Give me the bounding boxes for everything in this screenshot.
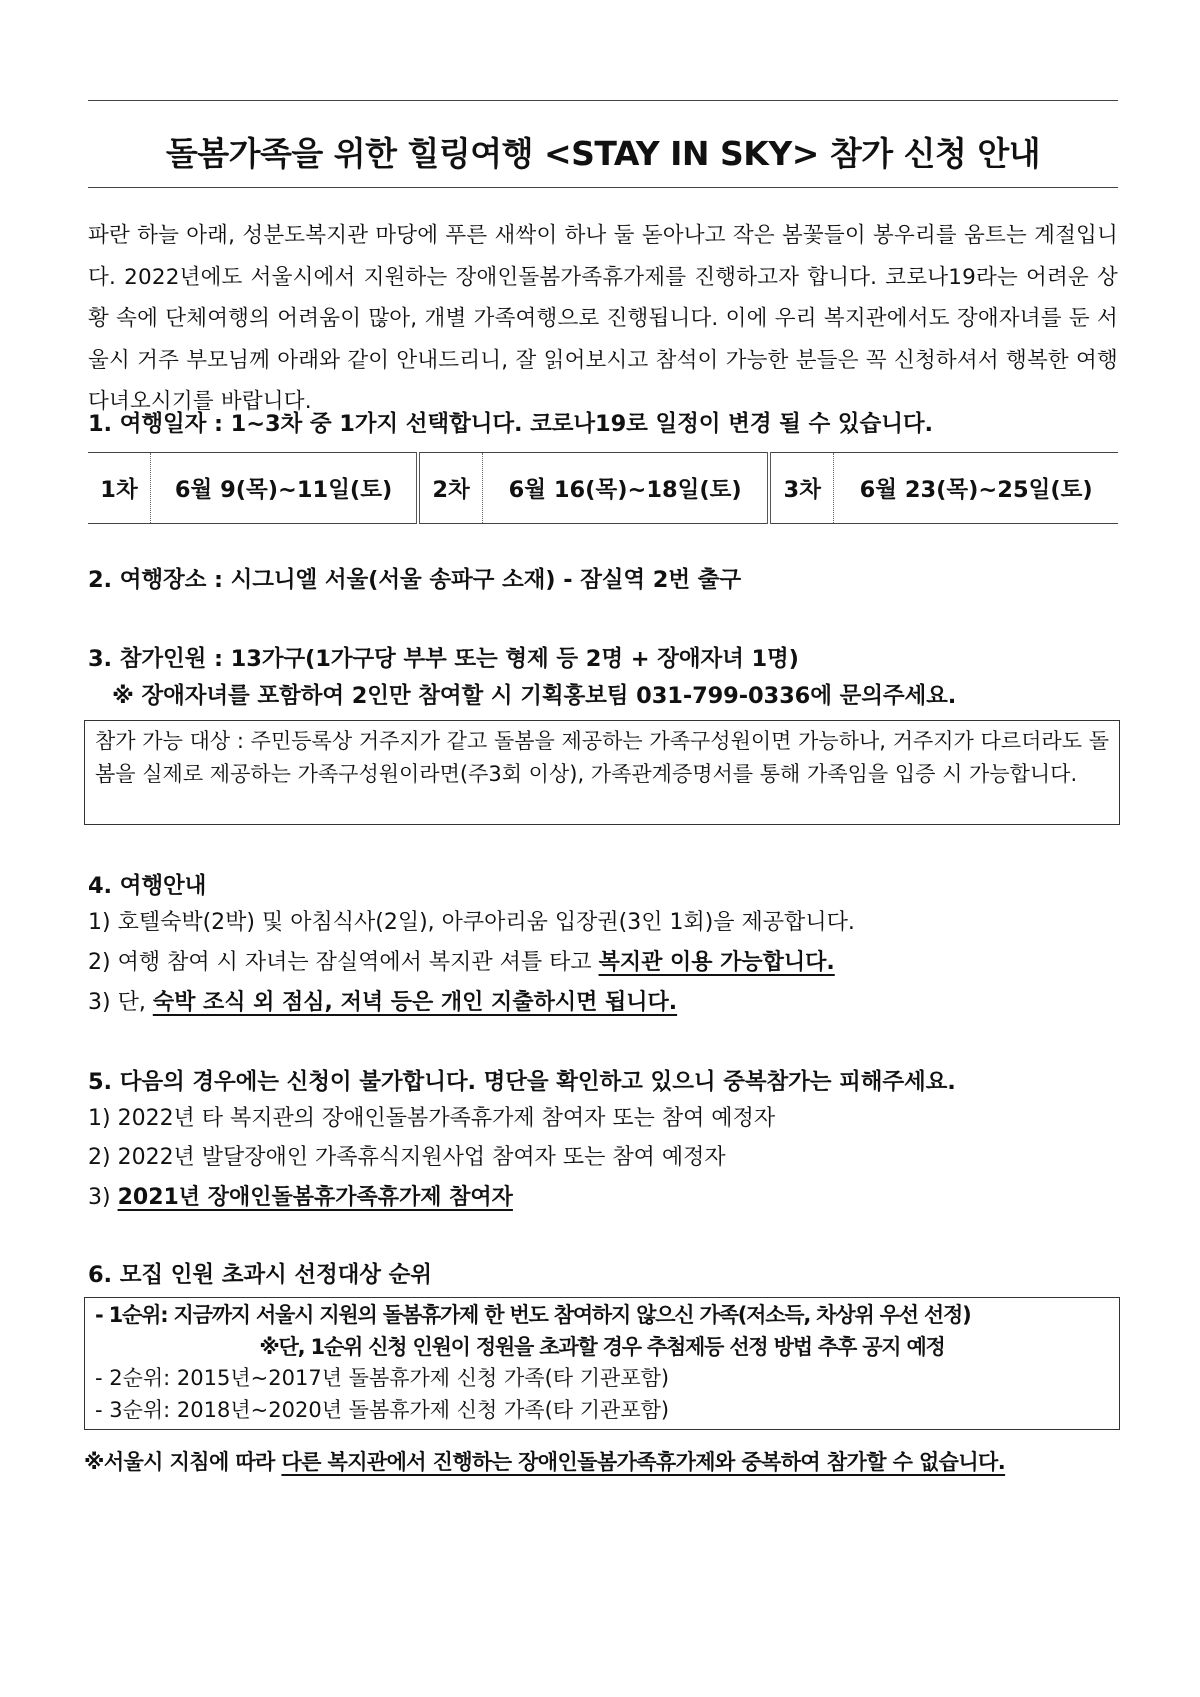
section4-item-3-text: 3) 단,: [88, 990, 153, 1015]
page-title: 돌봄가족을 위한 힐링여행 <STAY IN SKY> 참가 신청 안내: [165, 134, 1041, 173]
section1-heading: 1. 여행일자 : 1~3차 중 1가지 선택합니다. 코로나19로 일정이 변경 될 수 있습니다.: [88, 411, 933, 437]
section4-item-2-text: 2) 여행 참여 시 자녀는 잠실역에서 복지관 셔틀 타고: [88, 950, 599, 975]
rank-3: - 3순위: 2018년~2020년 돌봄휴가제 신청 가족(타 기관포함): [95, 1397, 670, 1422]
schedule-label: 2차: [418, 453, 483, 524]
section4-item-3: [88, 985, 677, 1016]
schedule-date: 6월 9(목)~11일(토): [151, 453, 419, 524]
section5-item-2: 2) 2022년 발달장애인 가족휴식지원사업 참여자 또는 참여 예정자: [88, 1145, 726, 1170]
section5-item-3: [88, 1180, 513, 1211]
section5-item-3-emphasis: 2021년 장애인돌봄휴가족휴가제 참여자: [117, 1185, 513, 1210]
section3-heading: 3. 참가인원 : 13가구(1가구당 부부 또는 형제 등 2명 + 장애자녀 1명): [88, 646, 799, 672]
section6-heading: 6. 모집 인원 초과시 선정대상 순위: [88, 1262, 432, 1288]
section4-item-1: 1) 호텔숙박(2박) 및 아침식사(2일), 아쿠아리움 입장권(3인 1회)을 제공합니다.: [88, 910, 855, 935]
rank-1-note: ※단, 1순위 신청 인원이 정원을 초과할 경우 추첨제등 선정 방법 추후 공지 예정: [259, 1334, 945, 1359]
section5-item-1: 1) 2022년 타 복지관의 장애인돌봄가족휴가제 참여자 또는 참여 예정자: [88, 1106, 776, 1131]
schedule-label: 3차: [769, 453, 834, 524]
ranking-box: [84, 1297, 1120, 1430]
schedule-label: 1차: [88, 453, 151, 524]
section4-item-2-emphasis: 복지관 이용 가능합니다.: [598, 950, 835, 975]
footer-prefix: ※서울시 지침에 따라: [84, 1450, 282, 1474]
eligibility-box: 참가 가능 대상 : 주민등록상 거주지가 같고 돌봄을 제공하는 가족구성원이면 가능하나, 거주지가 다르더라도 돌봄을 실제로 제공하는 가족구성원이라면(주3회 이상), 가족관계증명서를 통해 가족임을 입증 시 가능합니다.: [84, 720, 1120, 825]
section4-item-3-emphasis: 숙박 조식 외 점심, 저녁 등은 개인 지출하시면 됩니다.: [152, 990, 678, 1015]
section4-item-2: [88, 945, 835, 976]
footer-note: [84, 1446, 1005, 1476]
title-rule: [88, 187, 1118, 188]
rank-1: - 1순위: 지금까지 서울시 지원의 돌봄휴가제 한 번도 참여하지 않으신 가족(저소득, 차상위 우선 선정): [95, 1303, 971, 1327]
schedule-date: 6월 16(목)~18일(토): [483, 453, 770, 524]
section3-note: ※ 장애자녀를 포함하여 2인만 참여할 시 기획홍보팀 031-799-0336에 문의주세요.: [112, 683, 957, 709]
schedule-table: [88, 452, 1118, 524]
footer-emphasis: 다른 복지관에서 진행하는 장애인돌봄가족휴가제와 중복하여 참가할 수 없습니다.: [281, 1450, 1006, 1474]
rank-2: - 2순위: 2015년~2017년 돌봄휴가제 신청 가족(타 기관포함): [95, 1366, 670, 1390]
section5-heading: 5. 다음의 경우에는 신청이 불가합니다. 명단을 확인하고 있으니 중복참가는 피해주세요.: [88, 1069, 956, 1095]
intro-paragraph: 파란 하늘 아래, 성분도복지관 마당에 푸른 새싹이 하나 둘 돋아나고 작은 봄꽃들이 봉우리를 움트는 계절입니다. 2022년에도 서울시에서 지원하는 장애인돌봄가족휴가제를 진행하고자 합니다. 코로나19라는 어려운 상황 속에 단체여행의 어려움이 많아, 개별 가족여행으로 진행됩니다. 이에 우리 복지관에서도 장애자녀를 둔 서울시 거주 부모님께 아래와 같이 안내드리니, 잘 읽어보시고 참석이 가능한 분들은 꼭 신청하셔서 행복한 여행 다녀오시기를 바랍니다.: [88, 223, 1118, 414]
schedule-row: [88, 453, 1118, 524]
schedule-date: 6월 23(목)~25일(토): [834, 453, 1118, 524]
section4-heading: 4. 여행안내: [88, 873, 207, 899]
section2-heading: 2. 여행장소 : 시그니엘 서울(서울 송파구 소재) - 잠실역 2번 출구: [88, 567, 741, 593]
top-rule: [88, 100, 1118, 101]
section5-item-3-text: 3): [88, 1185, 118, 1210]
